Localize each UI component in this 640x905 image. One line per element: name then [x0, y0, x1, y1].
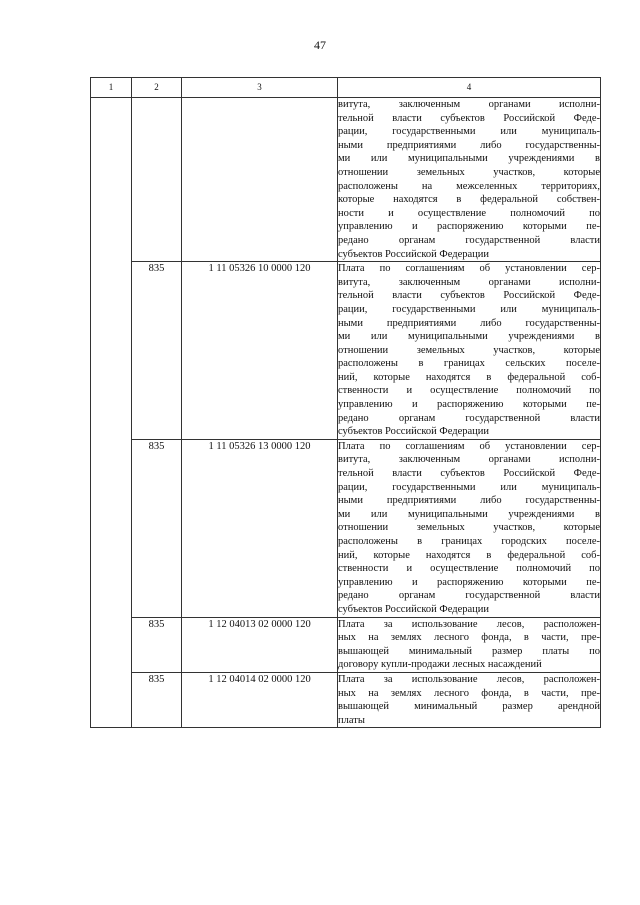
description-line: Плата за использование лесов, расположен-	[338, 673, 600, 685]
description-line: ных на землях лесного фонда, в части, пре-	[338, 687, 600, 699]
description-line: которые находятся в федеральной собствен-	[338, 194, 600, 206]
table-row	[91, 439, 601, 617]
description-line: ми или муниципальными учреждениями в	[338, 331, 600, 343]
description-cell	[338, 672, 601, 727]
table-row	[91, 262, 601, 440]
description-line: ными предприятиями либо государственны-	[338, 317, 600, 329]
description-line: ственности и осуществление полномочий по	[338, 563, 600, 575]
description-cell	[338, 439, 601, 617]
description-line: вышающей минимальный размер арендной	[338, 701, 600, 713]
description-line: расположены в границах сельских поселе-	[338, 358, 600, 370]
column-header-4: 4	[338, 78, 601, 98]
description-line: ний, которые находятся в федеральной соб-	[338, 549, 600, 561]
description-line: Плата по соглашениям об установлении сер-	[338, 263, 600, 275]
column-header-1: 1	[91, 78, 132, 98]
description-cell	[338, 617, 601, 672]
description-line: отношении земельных участков, которые	[338, 522, 600, 534]
description-line: субъектов Российской Федерации	[338, 248, 490, 260]
description-line: ми или муниципальными учреждениями в	[338, 508, 600, 520]
description-line: отношении земельных участков, которые	[338, 344, 600, 356]
description-line: расположены на межселенных территориях,	[338, 180, 600, 192]
description-line: редано органам государственной власти	[338, 234, 600, 246]
description-line: расположены в границах городских поселе-	[338, 536, 600, 547]
table-row	[91, 672, 601, 727]
description-line: ми или муниципальными учреждениями в	[338, 153, 600, 165]
column-header-2: 2	[132, 78, 182, 98]
table-header-row	[91, 78, 601, 98]
description-line: ний, которые находятся в федеральной соб-	[338, 371, 600, 383]
description-line: витута, заключенным органами исполни-	[338, 99, 600, 110]
description-line: тельной власти субъектов Российской Феде-	[338, 290, 600, 302]
description-line: Плата за использование лесов, расположен-	[338, 618, 600, 630]
description-line: ными предприятиями либо государственны-	[338, 495, 600, 507]
column-header-3: 3	[182, 78, 338, 98]
description-line: тельной власти субъектов Российской Феде-	[338, 468, 600, 480]
column-1-cell	[91, 617, 132, 672]
description-line: ными предприятиями либо государственны-	[338, 139, 600, 151]
description-line: отношении земельных участков, которые	[338, 166, 600, 178]
description-line: Плата по соглашениям об установлении сер-	[338, 440, 600, 452]
revenue-table	[90, 77, 601, 728]
description-line: рации, государственными или муниципаль-	[338, 303, 600, 315]
description-line: редано органам государственной власти	[338, 590, 600, 602]
description-line: рации, государственными или муниципаль-	[338, 126, 600, 138]
description-line: субъектов Российской Федерации	[338, 603, 490, 615]
description-line: ных на землях лесного фонда, в части, пре-	[338, 632, 600, 644]
admin-code-cell: 835	[132, 439, 182, 617]
description-line: управлению и распоряжению которыми пе-	[338, 576, 600, 588]
kbk-code-cell	[182, 98, 338, 262]
page-number: 47	[314, 38, 326, 52]
kbk-code-cell: 1 11 05326 10 0000 120	[182, 262, 338, 440]
kbk-code-cell: 1 12 04014 02 0000 120	[182, 672, 338, 727]
description-line: договору купли-продажи лесных насаждений	[338, 659, 542, 671]
description-line: ности и осуществление полномочий по	[338, 207, 600, 219]
description-cell	[338, 98, 601, 262]
description-line: управлению и распоряжению которыми пе-	[338, 221, 600, 233]
admin-code-cell: 835	[132, 262, 182, 440]
kbk-code-cell: 1 11 05326 13 0000 120	[182, 439, 338, 617]
admin-code-cell: 835	[132, 617, 182, 672]
description-line: ственности и осуществление полномочий по	[338, 385, 600, 397]
column-1-cell	[91, 262, 132, 440]
column-1-cell	[91, 439, 132, 617]
description-line: вышающей минимальный размер платы по	[338, 645, 600, 657]
table-body	[91, 98, 601, 728]
admin-code-cell: 835	[132, 672, 182, 727]
table-row	[91, 617, 601, 672]
description-line: управлению и распоряжению которыми пе-	[338, 399, 600, 411]
description-line: витута, заключенным органами исполни-	[338, 276, 600, 288]
admin-code-cell	[132, 98, 182, 262]
description-cell	[338, 262, 601, 440]
description-line: тельной власти субъектов Российской Феде-	[338, 112, 600, 124]
column-1-cell	[91, 672, 132, 727]
kbk-code-cell: 1 12 04013 02 0000 120	[182, 617, 338, 672]
column-1-cell	[91, 98, 132, 262]
description-line: рации, государственными или муниципаль-	[338, 481, 600, 493]
description-line: субъектов Российской Федерации	[338, 426, 490, 438]
description-line: витута, заключенным органами исполни-	[338, 454, 600, 466]
table-row	[91, 98, 601, 262]
description-line: редано органам государственной власти	[338, 412, 600, 424]
description-line: платы	[338, 714, 365, 726]
